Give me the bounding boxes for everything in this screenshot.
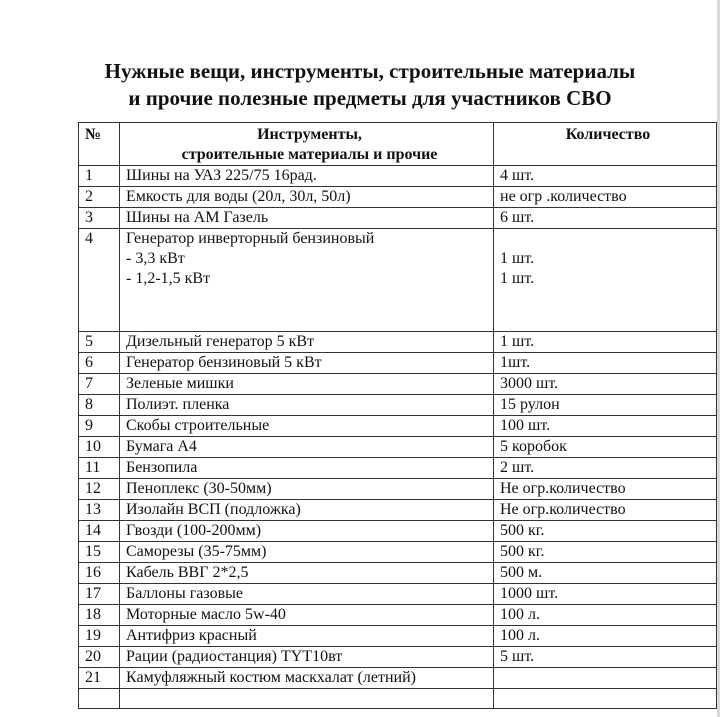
row-quantity: 500 кг. bbox=[494, 542, 717, 563]
row-number: 16 bbox=[79, 563, 120, 584]
row-item-name: Саморезы (35-75мм) bbox=[120, 542, 494, 563]
header-number: № bbox=[79, 123, 120, 166]
title-line-1: Нужные вещи, инструменты, строительные материалы bbox=[104, 59, 636, 83]
row-quantity: 100 шт. bbox=[494, 416, 717, 437]
row-number: 19 bbox=[79, 626, 120, 647]
row-number: 15 bbox=[79, 542, 120, 563]
header-name-line-1: Инструменты, bbox=[257, 126, 362, 143]
table-row bbox=[79, 458, 717, 479]
row-number: 2 bbox=[79, 187, 120, 208]
row-item-name: Кабель ВВГ 2*2,5 bbox=[120, 563, 494, 584]
row-number: 11 bbox=[79, 458, 120, 479]
row-item-name: Полиэт. пленка bbox=[120, 395, 494, 416]
table-row bbox=[79, 187, 717, 208]
row-item-name-line-1: Генератор инверторный бензиновый bbox=[126, 230, 375, 247]
row-quantity: не огр .количество bbox=[494, 187, 717, 208]
row-quantity: 500 м. bbox=[494, 563, 717, 584]
row-number: 1 bbox=[79, 166, 120, 187]
row-quantity: 100 л. bbox=[494, 626, 717, 647]
row-quantity: 5 шт. bbox=[494, 647, 717, 668]
title-line-2: и прочие полезные предметы для участников СВО bbox=[128, 86, 612, 110]
row-number: 13 bbox=[79, 500, 120, 521]
table-row bbox=[79, 500, 717, 521]
row-item-name: Зеленые мишки bbox=[120, 374, 494, 395]
row-quantity: 1шт. bbox=[494, 353, 717, 374]
row-item-name: Бензопила bbox=[120, 458, 494, 479]
row-item-name-line-2: - 3,3 кВт bbox=[126, 250, 185, 267]
table-header-row bbox=[79, 123, 717, 166]
items-table bbox=[78, 122, 717, 709]
row-number: 6 bbox=[79, 353, 120, 374]
table-row bbox=[79, 374, 717, 395]
row-item-name: Емкость для воды (20л, 30л, 50л) bbox=[120, 187, 494, 208]
row-item-name: Генератор бензиновый 5 кВт bbox=[120, 353, 494, 374]
row-quantity: 1000 шт. bbox=[494, 584, 717, 605]
row-number: 18 bbox=[79, 605, 120, 626]
table-row bbox=[79, 584, 717, 605]
row-number: 4 bbox=[79, 229, 120, 332]
row-quantity bbox=[494, 689, 717, 709]
table-row bbox=[79, 668, 717, 689]
row-item-name: Моторные масло 5w-40 bbox=[120, 605, 494, 626]
row-number: 7 bbox=[79, 374, 120, 395]
table-row bbox=[79, 626, 717, 647]
row-item-name: Рации (радиостанция) TYT10вт bbox=[120, 647, 494, 668]
header-quantity: Количество bbox=[494, 123, 717, 166]
row-item-name bbox=[120, 229, 494, 332]
row-quantity: 1 шт. bbox=[494, 332, 717, 353]
document-title bbox=[0, 58, 720, 112]
row-quantity: 5 коробок bbox=[494, 437, 717, 458]
row-number bbox=[79, 689, 120, 709]
header-name bbox=[120, 123, 494, 166]
row-number: 20 bbox=[79, 647, 120, 668]
row-quantity bbox=[494, 229, 717, 332]
row-item-name bbox=[120, 689, 494, 709]
row-number: 9 bbox=[79, 416, 120, 437]
row-number: 3 bbox=[79, 208, 120, 229]
row-quantity bbox=[494, 668, 717, 689]
row-quantity: 4 шт. bbox=[494, 166, 717, 187]
row-item-name: Антифриз красный bbox=[120, 626, 494, 647]
row-number: 21 bbox=[79, 668, 120, 689]
row-quantity: Не огр.количество bbox=[494, 500, 717, 521]
table-row bbox=[79, 166, 717, 187]
table-row bbox=[79, 332, 717, 353]
row-quantity: 6 шт. bbox=[494, 208, 717, 229]
table-row bbox=[79, 437, 717, 458]
table-row bbox=[79, 229, 717, 332]
row-quantity: 2 шт. bbox=[494, 458, 717, 479]
row-quantity-line-3: 1 шт. bbox=[500, 270, 535, 287]
row-quantity: Не огр.количество bbox=[494, 479, 717, 500]
row-quantity-line-2: 1 шт. bbox=[500, 250, 535, 267]
table-row bbox=[79, 395, 717, 416]
row-number: 5 bbox=[79, 332, 120, 353]
table-row bbox=[79, 563, 717, 584]
row-item-name: Изолайн ВСП (подложка) bbox=[120, 500, 494, 521]
row-quantity: 500 кг. bbox=[494, 521, 717, 542]
row-item-name: Скобы строительные bbox=[120, 416, 494, 437]
row-number: 17 bbox=[79, 584, 120, 605]
row-number: 10 bbox=[79, 437, 120, 458]
row-quantity: 100 л. bbox=[494, 605, 717, 626]
row-number: 14 bbox=[79, 521, 120, 542]
row-quantity: 3000 шт. bbox=[494, 374, 717, 395]
row-quantity: 15 рулон bbox=[494, 395, 717, 416]
row-item-name: Гвозди (100-200мм) bbox=[120, 521, 494, 542]
table-row bbox=[79, 208, 717, 229]
row-quantity-line-1 bbox=[500, 229, 716, 249]
row-item-name: Шины на УАЗ 225/75 16рад. bbox=[120, 166, 494, 187]
row-item-name: Баллоны газовые bbox=[120, 584, 494, 605]
row-item-name: Шины на АМ Газель bbox=[120, 208, 494, 229]
row-item-name: Камуфляжный костюм маскхалат (летний) bbox=[120, 668, 494, 689]
table-row bbox=[79, 605, 717, 626]
table-row bbox=[79, 521, 717, 542]
row-item-name-line-3: - 1,2-1,5 кВт bbox=[126, 270, 211, 287]
table-row bbox=[79, 542, 717, 563]
table-row bbox=[79, 479, 717, 500]
table-row bbox=[79, 647, 717, 668]
table-row bbox=[79, 689, 717, 709]
header-name-line-2: строительные материалы и прочие bbox=[181, 146, 438, 163]
table-row bbox=[79, 353, 717, 374]
row-item-name: Бумага А4 bbox=[120, 437, 494, 458]
row-number: 8 bbox=[79, 395, 120, 416]
row-number: 12 bbox=[79, 479, 120, 500]
table-row bbox=[79, 416, 717, 437]
row-item-name: Пеноплекс (30-50мм) bbox=[120, 479, 494, 500]
row-item-name: Дизельный генератор 5 кВт bbox=[120, 332, 494, 353]
